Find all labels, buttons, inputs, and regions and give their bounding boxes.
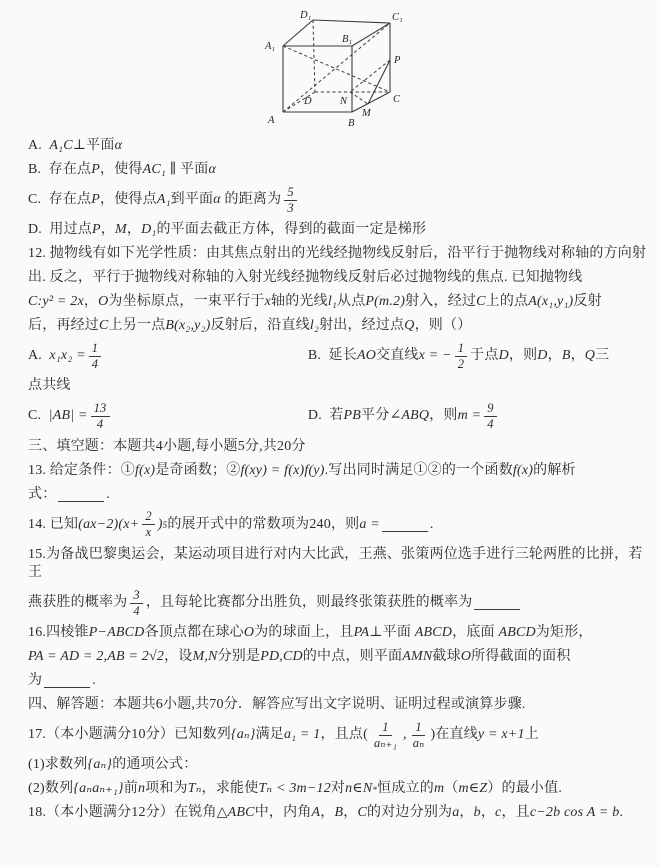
text-segment: (1)求数列 <box>28 757 88 773</box>
text-segment: ，设 <box>164 649 193 664</box>
q12-options-cd <box>0 399 660 435</box>
math-segment: AMN <box>402 649 433 664</box>
label-B: B <box>348 118 355 129</box>
label-D: D <box>304 96 312 107</box>
math-segment: AC₁ <box>142 161 166 177</box>
math-segment: PA = AD = 2,AB = 2√2 <box>28 649 165 664</box>
text-segment: 的对边分别为 <box>367 805 453 821</box>
text-segment: ， <box>126 222 142 237</box>
cube-figure <box>256 2 421 134</box>
section-4-header <box>0 693 660 717</box>
math-segment: α <box>213 191 221 207</box>
math-segment: C <box>357 805 368 821</box>
math-segment: Q <box>404 318 415 333</box>
text-segment: D. 若 <box>307 408 344 424</box>
text-segment: 满足 <box>255 727 284 743</box>
text-segment: A. <box>28 348 50 364</box>
math-segment: D <box>537 348 548 364</box>
text-segment: 上 <box>524 727 539 743</box>
text-segment: 17.（本小题满分10分）已知数列 <box>28 727 231 743</box>
text-segment: . <box>92 673 96 688</box>
fraction-numerator: 1 <box>379 721 391 736</box>
fraction <box>284 186 296 215</box>
text-segment: 的中点，则平面 <box>302 649 403 664</box>
label-D1: D₁ <box>300 10 312 21</box>
q17-part-1 <box>0 754 660 778</box>
q13-text-1 <box>0 459 660 483</box>
math-segment: O <box>243 625 255 640</box>
math-segment: P(m.2) <box>365 294 406 309</box>
text-segment: 项和为 <box>145 781 188 797</box>
fraction-denominator: 4 <box>91 356 99 371</box>
answer-blank <box>44 674 90 688</box>
text-segment: ⊥平面 <box>369 625 415 640</box>
fraction-numerator: 9 <box>484 402 496 417</box>
text-segment: 于点 <box>470 348 499 364</box>
text-segment: 轴的光线 <box>271 294 328 309</box>
text-segment: 四、解答题：本题共6小题,共70分．解答应写出文字说明、证明过程或演算步骤. <box>28 697 526 712</box>
math-segment: PA <box>353 625 370 640</box>
text-segment: 射出，经过点 <box>319 318 405 333</box>
fraction <box>371 721 400 750</box>
math-segment: C:y² = 2x <box>28 294 84 309</box>
text-segment: ，则（） <box>414 318 472 333</box>
text-segment: D. 用过点 <box>28 222 93 237</box>
fraction-denominator: aₙ₊₁ <box>373 735 398 750</box>
fraction <box>484 402 496 431</box>
text-segment: , <box>403 727 407 743</box>
q16-text-1 <box>0 621 660 645</box>
text-segment: ，求能使 <box>201 781 259 797</box>
text-segment: 为矩形， <box>535 625 593 640</box>
fraction <box>130 589 142 618</box>
math-segment: PD,CD <box>260 649 303 664</box>
text-segment: 交直线 <box>376 348 419 364</box>
text-segment: 14. 已知 <box>28 516 79 532</box>
text-segment: 为 <box>28 673 43 688</box>
math-segment: M <box>114 222 127 237</box>
math-segment: m∈Z <box>458 781 488 797</box>
math-segment: PB <box>343 408 362 424</box>
fraction-numerator: 1 <box>455 342 467 357</box>
text-segment: ，底面 <box>452 625 499 640</box>
answer-blank <box>382 518 428 532</box>
math-segment: m = <box>457 408 482 424</box>
q16-text-2 <box>0 645 660 669</box>
math-segment: D <box>498 348 509 364</box>
math-segment: l₁ <box>327 294 337 309</box>
option-column <box>28 401 308 432</box>
exam-text-content <box>0 134 660 826</box>
math-segment: P <box>91 161 101 177</box>
fraction-numerator: 13 <box>91 402 110 417</box>
text-segment: ， <box>570 348 585 364</box>
math-segment: B(x₂,y₂) <box>165 318 211 333</box>
text-segment: 三、填空题：本题共4小题,每小题5分,共20分 <box>28 438 306 454</box>
math-segment: Tₙ <box>187 781 202 797</box>
q12-text-1 <box>0 242 660 266</box>
math-segment: |AB| = <box>48 408 88 424</box>
math-segment: A(x₁,y₁) <box>528 294 574 309</box>
fraction-numerator: 1 <box>89 342 101 357</box>
math-segment: D₁ <box>141 222 157 237</box>
math-segment: {aₙaₙ₊₁} <box>73 781 124 797</box>
math-segment: P <box>91 191 101 207</box>
text-segment: 15.为备战巴黎奥运会，某运动项目进行对内大比武，王燕、张策两位选手进行三轮两胜的比拼，若王 <box>28 546 643 580</box>
text-segment: 各顶点都在球心 <box>144 625 244 640</box>
math-segment: ABCD <box>414 625 453 640</box>
text-segment: ，且 <box>501 805 530 821</box>
label-N: N <box>340 96 348 107</box>
text-segment: C. 存在点 <box>28 191 92 207</box>
fraction-denominator: x <box>145 525 152 540</box>
fraction <box>410 721 428 750</box>
math-segment: M,N <box>192 649 218 664</box>
label-M: M <box>362 108 371 119</box>
text-segment: )在直线 <box>430 727 478 743</box>
math-segment: c−2b cos A = b <box>529 805 620 821</box>
text-segment: 式： <box>28 486 57 502</box>
text-segment: 的解析 <box>533 462 576 478</box>
q18-text <box>0 802 660 826</box>
label-B1: B₁ <box>342 34 353 45</box>
q13-text-2 <box>0 483 660 507</box>
math-segment: △ABC <box>216 805 255 821</box>
text-segment: 点共线 <box>28 378 71 394</box>
text-segment: . <box>429 516 434 532</box>
fraction-denominator: 4 <box>133 603 140 618</box>
q11-option-b <box>0 158 660 182</box>
cube-solid-edges <box>283 20 390 112</box>
math-segment: C <box>476 294 486 309</box>
fraction-denominator: 2 <box>457 356 465 371</box>
answer-blank <box>58 488 104 502</box>
math-segment: ) <box>157 516 163 532</box>
label-A: A <box>268 115 275 126</box>
fraction-numerator: 5 <box>284 186 296 201</box>
text-segment: ）的最小值. <box>487 781 563 797</box>
text-segment: ， <box>343 805 358 821</box>
math-segment: m <box>433 781 445 797</box>
text-segment: 到平面 <box>170 191 214 207</box>
math-segment: a₁ = 1 <box>283 727 321 743</box>
text-segment: 三 <box>595 348 610 364</box>
option-column <box>308 341 650 372</box>
text-segment: 13. 给定条件：① <box>28 462 135 478</box>
math-segment: {aₙ} <box>230 727 256 743</box>
text-segment: 上的点 <box>485 294 529 309</box>
answer-blank <box>474 596 520 610</box>
math-segment: A₁C <box>49 137 73 153</box>
cube-figure-container <box>0 2 660 134</box>
text-segment: 射入，经过 <box>405 294 477 309</box>
q12-text-3 <box>0 290 660 314</box>
option-column <box>28 341 308 372</box>
option-column <box>308 401 650 432</box>
label-A1: A₁ <box>265 41 276 52</box>
text-segment: 上另一点 <box>108 318 166 333</box>
text-segment: ⊥平面 <box>72 137 115 153</box>
math-segment: x₁x₂ = <box>49 348 86 364</box>
q12-options-ab <box>0 338 660 374</box>
q16-text-3 <box>0 669 660 693</box>
math-segment: A₁ <box>156 191 171 207</box>
math-segment: c <box>495 805 502 821</box>
text-segment: ， <box>320 805 335 821</box>
math-segment: P−ABCD <box>88 625 145 640</box>
text-segment: 为的球面上，且 <box>254 625 354 640</box>
fraction-numerator: 1 <box>412 721 424 736</box>
text-segment: 出. 反之，平行于抛物线对称轴的入射光线经抛物线反射后必过抛物线的焦点. 已知抛物线 <box>28 270 583 285</box>
text-segment: 分别是 <box>217 649 261 664</box>
text-segment: A. <box>28 137 50 153</box>
fraction <box>89 342 101 371</box>
fraction-denominator: 3 <box>287 200 294 215</box>
math-segment: C <box>99 318 109 333</box>
text-segment: ，则 <box>429 408 458 424</box>
text-segment: ，则 <box>508 348 538 364</box>
math-segment: a <box>452 805 460 821</box>
section-3-header <box>0 435 660 459</box>
math-segment: A <box>311 805 321 821</box>
math-segment: AO <box>356 348 376 364</box>
math-segment: f(xy) = f(x)f(y) <box>240 462 325 478</box>
text-segment: 中，内角 <box>254 805 312 821</box>
text-segment: 燕获胜的概率为 <box>28 594 128 610</box>
text-segment: 后，再经过 <box>28 318 99 333</box>
text-segment: 的通项公式： <box>112 757 198 773</box>
math-segment: α <box>208 161 217 177</box>
math-segment: B <box>334 805 344 821</box>
text-segment: 为坐标原点，一束平行于 <box>108 294 265 309</box>
text-segment: 从点 <box>337 294 366 309</box>
math-segment: a = <box>359 516 380 532</box>
q17-part-2: (2)数列 {aₙaₙ₊₁} 前 n 项和为 Tₙ ，求能使 Tₙ < 3m−12 对 n∈N * 恒成立的 m （ m∈Z ）的最小值. <box>0 778 660 802</box>
q11-option-a <box>0 134 660 158</box>
fraction <box>91 402 110 431</box>
text-segment: 平分 <box>361 408 390 424</box>
text-segment: ， <box>83 294 99 309</box>
text-segment: 18.（本小题满分12分）在锐角 <box>28 805 217 821</box>
fraction <box>455 342 467 371</box>
math-segment: l₂ <box>309 318 320 333</box>
math-segment: O <box>98 294 109 309</box>
math-segment: α <box>114 137 123 153</box>
text-segment: 恒成立的 <box>377 781 434 797</box>
fraction-numerator: 2 <box>142 510 154 525</box>
label-P: P <box>394 55 401 66</box>
text-segment: 16.四棱锥 <box>28 625 89 640</box>
math-segment: P <box>92 222 101 237</box>
text-segment: B. 存在点 <box>28 161 92 177</box>
text-segment: ，使得点 <box>100 191 157 207</box>
fraction-denominator: aₙ <box>412 735 425 750</box>
q12-option-b-cont <box>0 375 660 399</box>
math-segment: Tₙ < 3m−12 <box>258 781 331 797</box>
text-segment: ， <box>480 805 496 821</box>
text-segment: 12. 抛物线有如下光学性质：由其焦点射出的光线经抛物线反射后，沿平行于抛物线对称轴的方向射 <box>28 246 647 261</box>
math-segment: ∠ABQ <box>389 408 430 424</box>
text-segment: (2)数列 <box>28 781 74 797</box>
math-segment: f(x) <box>135 462 156 478</box>
text-segment: C. <box>28 408 49 424</box>
q17-text <box>0 717 660 753</box>
text-segment: 的平面去截正方体，得到的截面一定是梯形 <box>156 222 427 237</box>
q14-text: 14. 已知 (ax−2)(x+ $\frac{2}{x}$ ) 5 的展开式中的常数项为240，则 a = . <box>28 509 434 540</box>
math-segment: (ax−2)(x+ <box>78 516 140 532</box>
label-C1: C₁ <box>392 12 403 23</box>
text-segment: 的展开式中的常数项为240，则 <box>167 516 360 532</box>
text-segment: ，使得 <box>100 161 143 177</box>
math-segment: Q <box>584 348 596 364</box>
text-segment: .写出同时满足①②的一个函数 <box>324 462 513 478</box>
cube-dashed-edges <box>283 20 390 112</box>
text-segment: ， <box>459 805 474 821</box>
q12-text-4 <box>0 314 660 338</box>
text-segment: ，且点( <box>320 727 368 743</box>
text-segment: . <box>619 805 624 821</box>
math-segment: {aₙ} <box>87 757 113 773</box>
math-segment: ABCD <box>498 625 536 640</box>
text-segment: 对 <box>330 781 346 797</box>
text-segment: 反射后，沿直线 <box>210 318 310 333</box>
fraction-numerator: 3 <box>130 589 142 604</box>
text-segment: 截球 <box>432 649 461 664</box>
math-segment: b <box>473 805 481 821</box>
text-segment: 前 <box>123 781 138 797</box>
fraction <box>142 510 154 539</box>
fraction-denominator: 4 <box>487 417 494 432</box>
q15-text-1 <box>0 543 660 585</box>
text-segment: ， <box>547 348 562 364</box>
math-segment: x = − <box>418 348 452 364</box>
text-segment: 是奇函数；② <box>155 462 241 478</box>
math-segment: O <box>460 649 472 664</box>
q12-text-2 <box>0 266 660 290</box>
text-segment: 所得截面的面积 <box>471 649 571 664</box>
label-C: C <box>393 94 401 105</box>
math-segment: f(x) <box>512 462 534 478</box>
math-segment: x <box>264 294 272 309</box>
fraction-denominator: 4 <box>96 417 104 432</box>
text-segment: . <box>106 486 111 502</box>
text-segment: ∥ 平面 <box>165 161 209 177</box>
text-segment: B. 延长 <box>307 348 357 364</box>
text-segment: （ <box>444 781 459 797</box>
text-segment: 的距离为 <box>220 191 282 207</box>
math-segment: n <box>137 781 146 797</box>
text-segment: ，且每轮比赛都分出胜负，则最终张策获胜的概率为 <box>145 594 473 610</box>
math-segment: y = x+1 <box>477 727 525 743</box>
q15-text-2 <box>0 585 660 621</box>
math-segment: B <box>561 348 571 364</box>
text-segment: 反射 <box>573 294 602 309</box>
q11-option-d <box>0 218 660 242</box>
math-segment: n∈N <box>345 781 373 797</box>
q11-option-c <box>0 182 660 218</box>
text-segment: ， <box>100 222 115 237</box>
